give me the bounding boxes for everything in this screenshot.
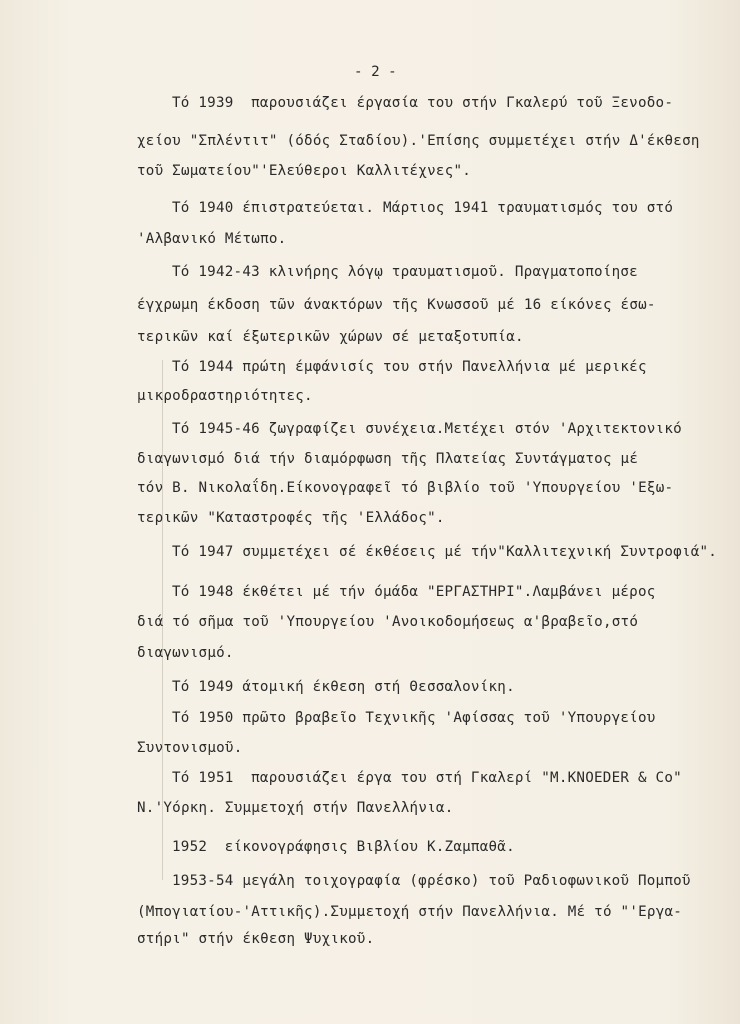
- text-line: Τό 1948 έκθέτει μέ τήν όμάδα "ΕΡΓΑΣΤΗΡΙ".Λαμβάνει μέρος: [172, 584, 656, 600]
- text-line: τοῦ Σωματείου"'Ελεύθεροι Καλλιτέχνες".: [137, 163, 472, 179]
- text-line: Τό 1945-46 ζωγραφίζει συνέχεια.Μετέχει στόν 'Αρχιτεκτονικό: [172, 421, 682, 437]
- text-line: διά τό σῆμα τοῦ 'Υπουργείου 'Ανοικοδομήσεως α'βραβεῖο,στό: [137, 614, 639, 630]
- text-line: Τό 1950 πρῶτο βραβεῖο Τεχνικῆς 'Αφίσσας τοῦ 'Υπουργείου: [172, 710, 656, 726]
- text-line: Τό 1944 πρώτη έμφάνισίς του στήν Πανελλήνια μέ μερικές: [172, 359, 647, 375]
- text-line: 1952 είκονογράφησις Βιβλίου Κ.Ζαμπαθᾶ.: [172, 839, 515, 855]
- text-line: Τό 1939 παρουσιάζει έργασία του στήν Γκαλερύ τοῦ Ξενοδο-: [172, 95, 674, 111]
- text-line: στήρι" στήν έκθεση Ψυχικοῦ.: [137, 931, 375, 947]
- page-number: - 2 -: [354, 64, 397, 80]
- text-line: μικροδραστηριότητες.: [137, 388, 313, 404]
- text-line: τερικῶν "Καταστροφές τῆς 'Ελλάδος".: [137, 510, 445, 526]
- text-line: Τό 1949 άτομική έκθεση στή Θεσσαλονίκη.: [172, 679, 515, 695]
- text-line: Τό 1940 έπιστρατεύεται. Μάρτιος 1941 τραυματισμός του στό: [172, 200, 674, 216]
- text-line: Τό 1942-43 κλινήρης λόγῳ τραυματισμοῦ. Πραγματοποίησε: [172, 264, 638, 280]
- text-line: χείου "Σπλέντιτ" (όδός Σταδίου).'Επίσης συμμετέχει στήν Δ'έκθεση: [137, 133, 700, 149]
- text-line: διαγωνισμό.: [137, 645, 234, 661]
- text-line: 1953-54 μεγάλη τοιχογραφία (φρέσκο) τοῦ Ραδιοφωνικοῦ Πομποῦ: [172, 873, 691, 889]
- text-line: τερικῶν καί έξωτερικῶν χώρων σέ μεταξοτυπία.: [137, 329, 524, 345]
- text-line: Τό 1951 παρουσιάζει έργα του στή Γκαλερί "M.KNOEDER & Co": [172, 770, 682, 786]
- text-line: Τό 1947 συμμετέχει σέ έκθέσεις μέ τήν"Καλλιτεχνική Συντροφιά".: [172, 544, 718, 560]
- text-line: Συντονισμοῦ.: [137, 740, 243, 756]
- text-line: Ν.'Υόρκη. Συμμετοχή στήν Πανελλήνια.: [137, 800, 454, 816]
- text-line: έγχρωμη έκδοση τῶν άνακτόρων τῆς Κνωσσοῦ μέ 16 είκόνες έσω-: [137, 297, 656, 313]
- text-line: (Μπογιατίου-'Αττικῆς).Συμμετοχή στήν Πανελλήνια. Μέ τό "'Εργα-: [137, 904, 683, 920]
- text-line: διαγωνισμό διά τήν διαμόρφωση τῆς Πλατείας Συντάγματος μέ: [137, 451, 639, 467]
- text-line: 'Αλβανικό Μέτωπο.: [137, 231, 287, 247]
- text-line: τόν Β. Νικολαΐδη.Είκονογραφεῖ τό βιβλίο τοῦ 'Υπουργείου 'Εξω-: [137, 480, 674, 496]
